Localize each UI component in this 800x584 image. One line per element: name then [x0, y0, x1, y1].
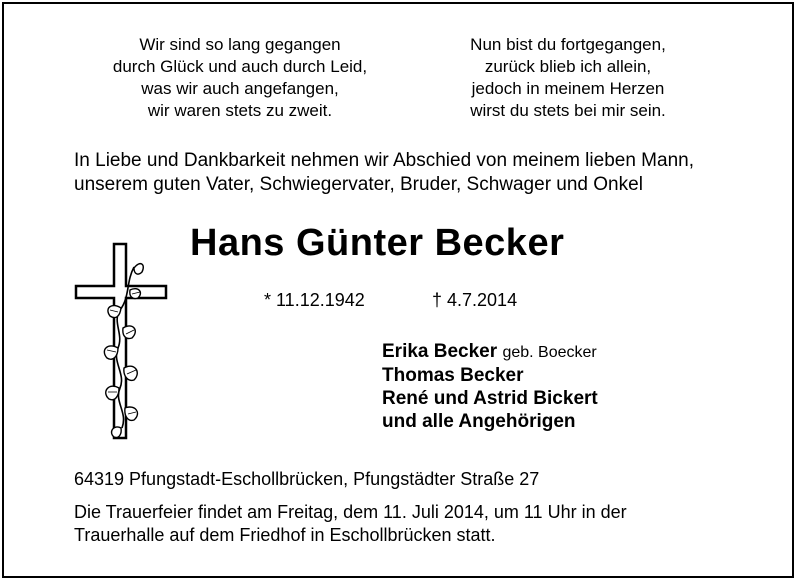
address: 64319 Pfungstadt-Eschollbrücken, Pfungstädter Straße 27 [74, 469, 540, 489]
obituary-card [2, 2, 794, 578]
cross-with-ivy-icon [74, 242, 169, 442]
intro-line: In Liebe und Dankbarkeit nehmen wir Abschied von meinem lieben Mann, [74, 150, 694, 171]
intro-text [74, 149, 694, 197]
family-line-2: Thomas Becker [382, 365, 524, 386]
poem-right [418, 34, 718, 122]
family-line-3: René und Astrid Bickert [382, 388, 598, 409]
death-date: † 4.7.2014 [432, 290, 518, 310]
family-line-1 [382, 340, 598, 364]
poem-left [90, 34, 390, 122]
poem-right-line: wirst du stets bei mir sein. [470, 101, 666, 120]
family-member-name: Erika Becker [382, 341, 498, 362]
poem-right-line: zurück blieb ich allein, [484, 57, 652, 76]
poem-left-line: durch Glück und auch durch Leid, [112, 57, 368, 76]
deceased-name: Hans Günter Becker [190, 222, 565, 264]
birth-date: * 11.12.1942 [264, 290, 365, 310]
maiden-name-note: geb. Boecker [502, 344, 597, 361]
ceremony-line: Trauerhalle auf dem Friedhof in Eschollbrücken statt. [74, 525, 496, 545]
poem-left-line: wir waren stets zu zweit. [147, 101, 333, 120]
poem-right-line: jedoch in meinem Herzen [471, 79, 665, 98]
intro-line: unserem guten Vater, Schwiegervater, Bruder, Schwager und Onkel [74, 174, 643, 195]
ceremony-info [74, 501, 627, 547]
family-signatures [382, 340, 598, 433]
poem-right-line: Nun bist du fortgegangen, [470, 35, 666, 54]
family-line-4: und alle Angehörigen [382, 411, 576, 432]
poem-left-line: Wir sind so lang gegangen [139, 35, 341, 54]
ceremony-line: Die Trauerfeier findet am Freitag, dem 11. Juli 2014, um 11 Uhr in der [74, 502, 627, 522]
poem-left-line: was wir auch angefangen, [141, 79, 339, 98]
